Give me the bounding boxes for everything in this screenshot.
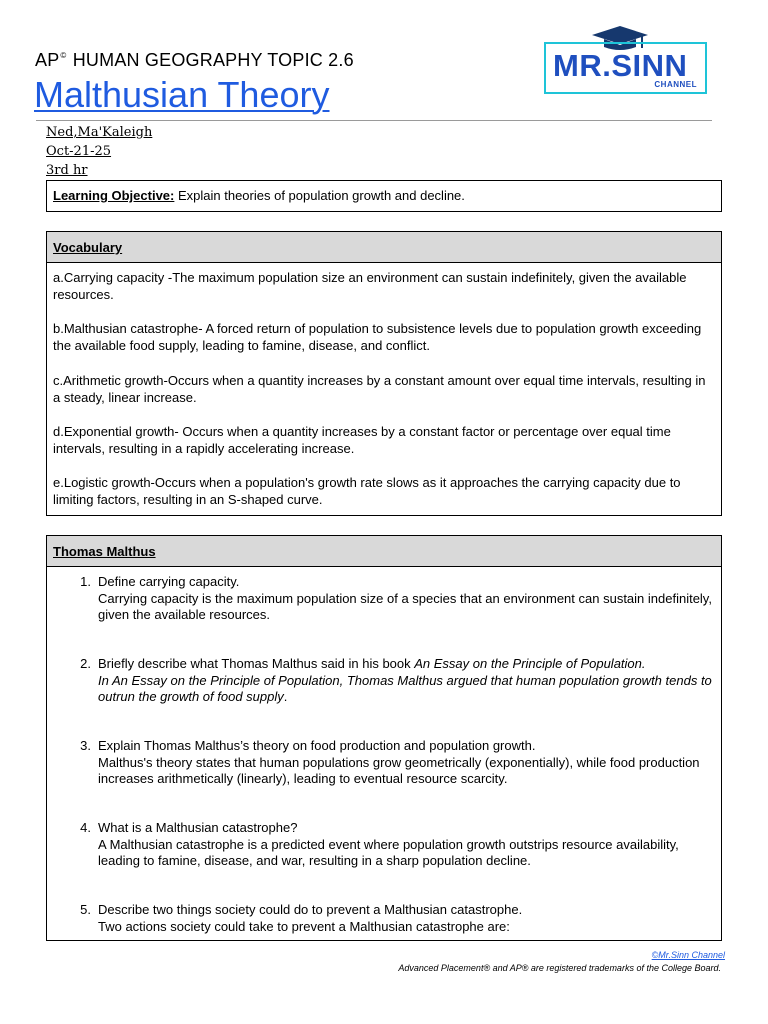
student-period: 3rd hr <box>46 163 88 178</box>
question-text: Explain Thomas Malthus’s theory on food production and population growth. <box>98 738 536 753</box>
question-4 <box>77 820 717 870</box>
question-number: 3. <box>80 738 91 753</box>
page-title: Malthusian Theory <box>34 74 330 115</box>
question-number: 5. <box>80 902 91 917</box>
thomas-malthus-heading: Thomas Malthus <box>47 536 721 567</box>
answer-text: Carrying capacity is the maximum population size of a species that an environment can sustain indefinitely, given the available resources. <box>98 590 712 622</box>
book-title: An Essay on the Principle of Population. <box>414 656 646 671</box>
channel-logo <box>544 42 707 94</box>
question-5 <box>77 902 717 935</box>
vocab-item: d.Exponential growth- Occurs when a quantity increases by a constant factor or percentage over equal time intervals, resulting in a rapidly accelerating increase. <box>53 424 671 456</box>
answer-text-part: In An Essay on the Principle of Population, Thomas Malthus argued that human population growth tends to outrun the growth of food supply <box>98 672 712 704</box>
question-text: What is a Malthusian catastrophe? <box>98 820 298 835</box>
vocab-item: c.Arithmetic growth-Occurs when a quantity increases by a constant amount over equal time intervals, resulting in a steady, linear increase. <box>53 373 706 405</box>
topic-prefix: AP <box>35 50 60 70</box>
question-number: 1. <box>80 574 91 589</box>
question-3 <box>77 738 717 788</box>
question-1 <box>77 574 717 624</box>
logo-main-text: MR.SINN <box>553 48 688 83</box>
learning-objective <box>47 181 721 210</box>
question-text <box>98 656 717 673</box>
answer-text: Malthus's theory states that human populations grow geometrically (exponentially), while food production increases arithmetically (linearly), leading to eventual resource scarcity. <box>98 754 700 786</box>
vocabulary-box <box>46 231 722 516</box>
logo-sub-text: CHANNEL <box>654 80 697 89</box>
vocab-item: a.Carrying capacity -The maximum population size an environment can sustain indefinitely, given the available resources. <box>53 270 687 302</box>
answer-text <box>98 673 717 706</box>
objective-text: Explain theories of population growth and decline. <box>174 188 465 203</box>
question-text-part: Briefly describe what Thomas Malthus said in his book <box>98 656 415 671</box>
question-text: Describe two things society could do to prevent a Malthusian catastrophe. <box>98 902 523 917</box>
student-name: Ned,Ma'Kaleigh <box>46 125 153 140</box>
question-number: 4. <box>80 820 91 835</box>
channel-link[interactable]: ©Mr.Sinn Channel <box>651 950 725 960</box>
vocab-item: e.Logistic growth-Occurs when a population's growth rate slows as it approaches the carrying capacity due to limiting factors, resulting in an S-shaped curve. <box>53 475 681 507</box>
header-divider <box>36 120 712 121</box>
topic-heading <box>35 50 354 71</box>
learning-objective-box <box>46 180 722 212</box>
vocab-item: b.Malthusian catastrophe- A forced return of population to subsistence levels due to population growth exceeding the available food supply, leading to famine, disease, and conflict. <box>53 321 702 353</box>
trademark-note: Advanced Placement® and AP® are registered trademarks of the College Board. <box>398 963 721 973</box>
topic-rest: HUMAN GEOGRAPHY TOPIC 2.6 <box>67 50 354 70</box>
answer-period: . <box>283 689 288 704</box>
vocabulary-heading: Vocabulary <box>47 232 721 263</box>
answer-text: Two actions society could take to prevent a Malthusian catastrophe are: <box>98 918 510 934</box>
question-2 <box>77 656 717 706</box>
answer-text: A Malthusian catastrophe is a predicted event where population growth outstrips resource availability, leading to famine, disease, and war, resulting in a sharp population decline. <box>98 836 679 868</box>
topic-mark: © <box>60 51 67 60</box>
thomas-malthus-box <box>46 535 722 941</box>
student-date: Oct-21-25 <box>46 144 112 159</box>
objective-label: Learning Objective: <box>53 188 175 203</box>
question-text: Define carrying capacity. <box>98 574 240 589</box>
question-number: 2. <box>80 656 91 671</box>
